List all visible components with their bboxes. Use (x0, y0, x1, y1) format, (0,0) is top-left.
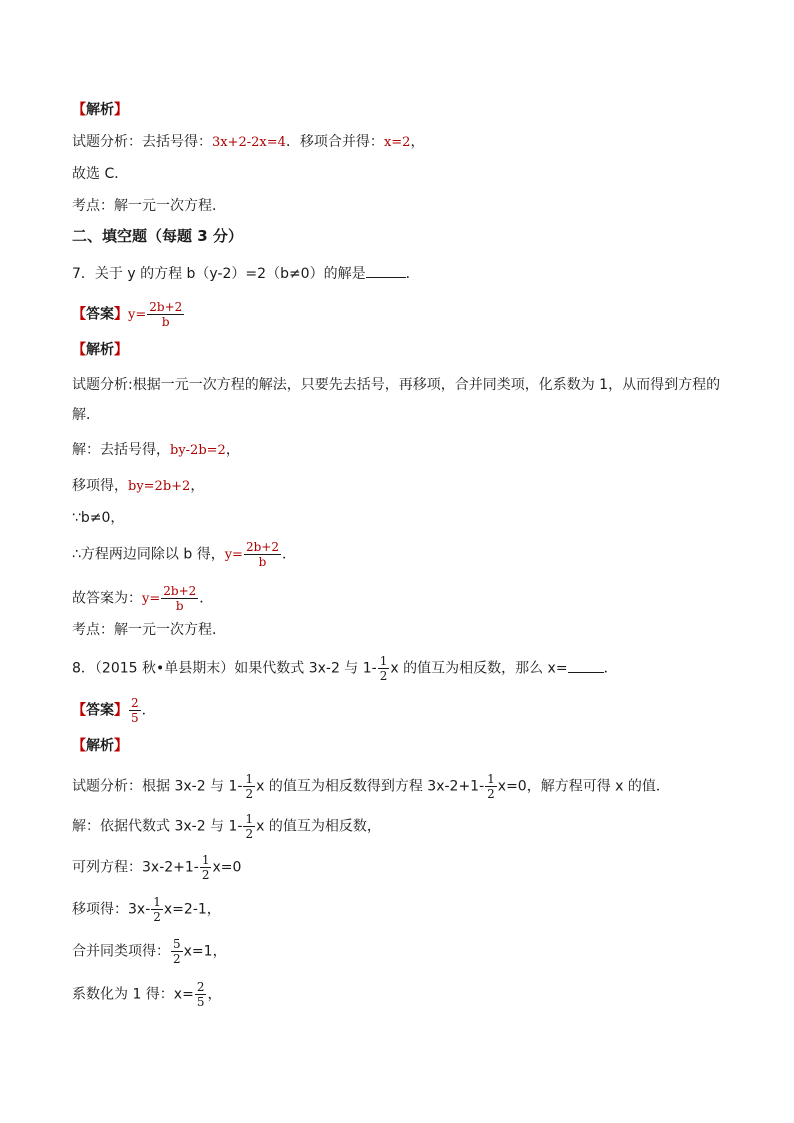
b1-choice-line: 故选 C． (72, 166, 129, 182)
q8-a4-b: x=2-1， (163, 901, 221, 918)
q7-answer-fraction (147, 300, 184, 329)
q7-step-1-label: 解：去括号得， (72, 442, 170, 458)
q7-step-1-eq: by-2b=2 (170, 443, 226, 458)
b1-eq1: 3x+2-2x=4 (212, 135, 286, 150)
q8-a3-frac-num: 1 (201, 853, 210, 867)
q8-stem-end: ． (603, 660, 618, 677)
q8-a5-num: 5 (173, 937, 181, 951)
q7-answer-den: b (161, 315, 170, 329)
q8-a6-num: 2 (196, 980, 205, 994)
q7-stem-end: ． (405, 266, 420, 282)
q8-a1-frac-1-num: 1 (245, 772, 254, 786)
q7-final-den: b (175, 599, 184, 613)
q7-analysis-text: 试题分析:根据一元一次方程的解法，只要先去括号，再移项，合并同类项，化系数为 1，从而得到方程的解． (72, 377, 721, 423)
q8-a6-end: ， (207, 986, 222, 1003)
q8-a5-a: 合并同类项得： (72, 943, 170, 960)
q7-stem (72, 263, 734, 284)
analysis-heading-1: 【解析】 (72, 102, 128, 118)
q7-step-4-end: ． (281, 546, 296, 563)
q8-answer-end: ． (141, 702, 156, 719)
q8-a4-a: 移项得：3x- (72, 901, 151, 918)
q8-answer-line: 【答案】 $\frac{2}{5}$ ． (72, 696, 156, 725)
q8-a1-frac-2-den: 2 (487, 787, 495, 801)
q7-final-fraction (161, 584, 198, 613)
q7-final-end: ． (199, 590, 214, 607)
q7-step-3: ∵b≠0， (72, 510, 125, 526)
q7-answer-line: 【答案】y= $\frac{2b+2}{b}$ (72, 300, 183, 329)
q7-knowledge-point: 考点：解一元一次方程． (72, 622, 226, 638)
q8-solution-1 (72, 812, 734, 841)
q8-a4-frac-den: 2 (153, 910, 161, 924)
q8-solution-2 (72, 853, 734, 882)
q7-step-4-fraction (244, 540, 281, 569)
section-heading-fill-blank: 二、填空题（每题 3 分） (72, 227, 243, 245)
q7-step-2 (72, 476, 734, 497)
answer-label: 答案 (86, 306, 114, 323)
q8-a1-c: x=0，解方程可得 x 的值． (497, 778, 670, 795)
q8-a5-den: 2 (173, 952, 181, 966)
analysis-heading-2: 【解析】 (72, 342, 128, 358)
q8-a1-frac-1 (243, 772, 255, 801)
q8-stem-text-b: x 的值互为相反数，那么 x= (390, 660, 568, 677)
q7-final-label: 故答案为： (72, 590, 142, 607)
q8-a2-frac-den: 2 (245, 827, 254, 841)
q8-a1-b: x 的值互为相反数得到方程 3x-2+1- (256, 778, 485, 795)
q7-step-2-eq: by=2b+2 (128, 479, 191, 494)
q8-a4-frac-num: 1 (153, 895, 161, 909)
q7-step-1-end: ， (225, 442, 240, 458)
q7-step-1 (72, 440, 734, 461)
q7-stem-text: 7．关于 y 的方程 b（y-2）=2（b≠0）的解是 (72, 266, 366, 282)
q8-solution-3 (72, 895, 734, 924)
q8-stem (72, 654, 734, 683)
q7-answer-blank (366, 263, 406, 278)
q8-a4-frac (151, 895, 163, 924)
b1-mid: ．移项合并得： (285, 134, 384, 150)
q7-step-2-end: ， (190, 478, 205, 494)
q7-answer-num: 2b+2 (149, 300, 183, 314)
q8-a5-frac (171, 937, 183, 966)
q8-a3-b: x=0 (212, 859, 242, 876)
b1-end: ， (410, 134, 425, 150)
q8-a6-a: 系数化为 1 得：x= (72, 986, 194, 1003)
q8-a2-frac (243, 812, 255, 841)
q8-answer-num: 2 (131, 696, 139, 710)
q7-step-4-den: b (258, 555, 267, 569)
b1-analysis-line (72, 132, 734, 153)
q8-a2-a: 解：依据代数式 3x-2 与 1- (72, 818, 243, 835)
q8-a6-den: 5 (196, 995, 205, 1009)
q8-a3-frac (200, 853, 212, 882)
analysis-heading-3: 【解析】 (72, 738, 128, 754)
q8-a1-a: 试题分析：根据 3x-2 与 1- (72, 778, 243, 795)
q8-analysis-line (72, 772, 734, 801)
q7-final-prefix: y= (142, 591, 161, 607)
q7-step-2-label: 移项得， (72, 478, 128, 494)
b1-eq2: x=2 (383, 135, 411, 150)
q8-answer-den: 5 (131, 711, 139, 725)
q8-a2-frac-num: 1 (245, 812, 254, 826)
q7-answer-prefix: y= (128, 307, 147, 323)
q8-a2-b: x 的值互为相反数， (256, 818, 381, 835)
q8-answer-blank (568, 658, 604, 673)
q7-step-4-num: 2b+2 (245, 540, 279, 554)
analysis-label: 解析 (86, 342, 114, 358)
q8-a3-a: 可列方程：3x-2+1- (72, 859, 199, 876)
q7-step-4-label: ∴方程两边同除以 b 得， (72, 546, 225, 563)
answer-label: 答案 (86, 702, 114, 719)
q7-step-4-prefix: y= (224, 547, 243, 563)
q8-stem-text-a: 8．（2015 秋•单县期末）如果代数式 3x-2 与 1- (72, 660, 377, 677)
q8-a1-frac-2 (485, 772, 497, 801)
q8-solution-4 (72, 937, 734, 966)
q8-a1-frac-2-num: 1 (487, 772, 495, 786)
q8-stem-fraction (378, 654, 390, 683)
q8-answer-fraction (129, 696, 141, 725)
q7-final-answer (72, 584, 734, 613)
b1-label: 试题分析：去括号得： (72, 134, 212, 150)
q8-a5-b: x=1， (183, 943, 227, 960)
q7-final-num: 2b+2 (163, 584, 197, 598)
q8-a1-frac-1-den: 2 (245, 787, 254, 801)
b1-knowledge-point: 考点：解一元一次方程． (72, 198, 226, 214)
q8-stem-den: 2 (379, 669, 388, 683)
analysis-label: 解析 (86, 102, 114, 118)
analysis-label: 解析 (86, 738, 114, 754)
q8-a3-frac-den: 2 (201, 868, 210, 882)
q8-a6-frac (195, 980, 207, 1009)
q7-step-4 (72, 540, 734, 569)
q8-stem-num: 1 (379, 654, 388, 668)
q8-solution-5 (72, 980, 734, 1009)
